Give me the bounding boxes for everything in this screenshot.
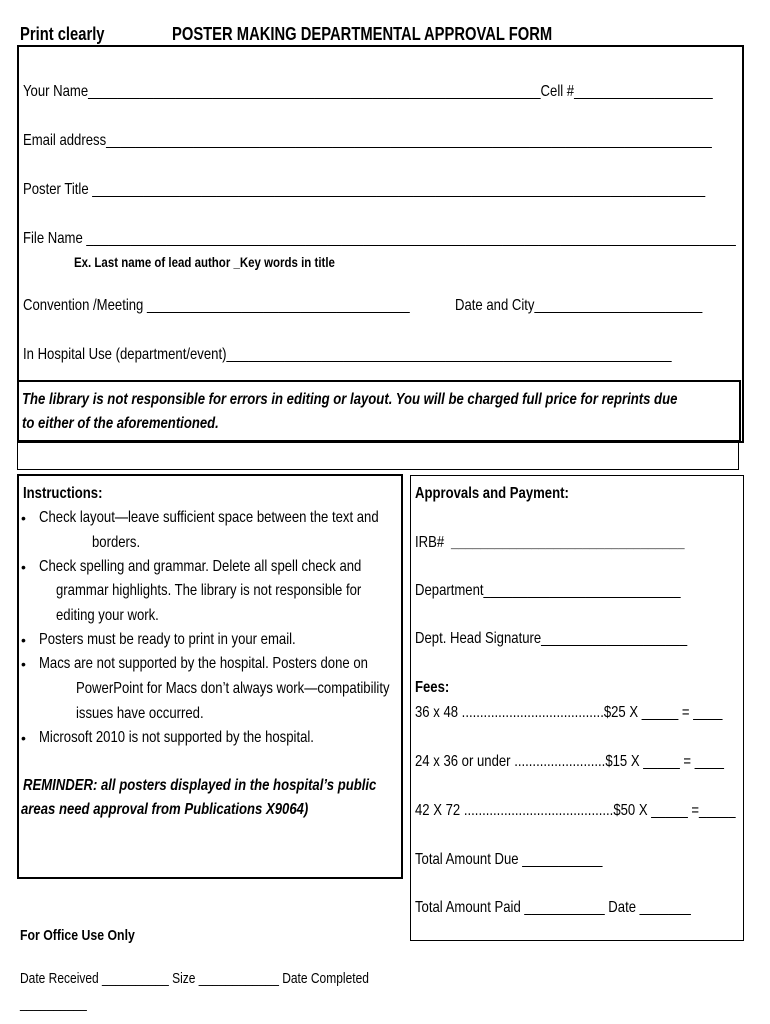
disclaimer-line1: The library is not responsible for errors in editing or layout. You will be charged full price for reprints due (22, 391, 678, 408)
office-use-line2[interactable]: __________ (20, 995, 87, 1012)
date-city-field[interactable]: Date and City_______________________ (455, 297, 703, 314)
instruction-item: Posters must be ready to print in your email. (39, 631, 296, 648)
department-field[interactable]: Department___________________________ (415, 582, 681, 599)
instruction-item-cont: editing your work. (56, 607, 159, 624)
instruction-item: Check spelling and grammar. Delete all spell check and (39, 558, 362, 575)
instructions-heading: Instructions: (23, 485, 103, 502)
office-use-line1[interactable]: Date Received __________ Size ____________ Date Completed (20, 970, 369, 987)
file-name-example: Ex. Last name of lead author _Key words in title (74, 254, 335, 270)
reminder-line1: REMINDER: all posters displayed in the hospital’s public (23, 777, 377, 794)
spacer-box (17, 440, 739, 470)
file-name-field[interactable]: File Name _________________________________________________________________________________________ (23, 230, 736, 247)
fee-row-36x48[interactable]: 36 x 48 .......................................$25 X _____ = ____ (415, 704, 723, 721)
irb-input[interactable]: ________________________________ (451, 534, 685, 551)
reminder-line2: areas need approval from Publications X9064) (21, 801, 309, 818)
total-amount-due-field[interactable]: Total Amount Due ___________ (415, 851, 603, 868)
office-use-heading: For Office Use Only (20, 927, 135, 944)
email-field[interactable]: Email address___________________________________________________________________________________ (23, 132, 712, 149)
instruction-item-cont: PowerPoint for Macs don’t always work—compatibility (76, 680, 390, 697)
disclaimer-line2: to either of the aforementioned. (22, 415, 219, 432)
fee-row-24x36[interactable]: 24 x 36 or under .........................$15 X _____ = ____ (415, 753, 724, 770)
irb-label: IRB# (415, 534, 445, 551)
dept-head-signature-field[interactable]: Dept. Head Signature____________________ (415, 630, 688, 647)
instruction-item: Check layout—leave sufficient space between the text and (39, 509, 379, 526)
convention-field[interactable]: Convention /Meeting ____________________________________ (23, 297, 410, 314)
print-clearly-label: Print clearly (20, 24, 105, 44)
form-title: POSTER MAKING DEPARTMENTAL APPROVAL FORM (172, 24, 553, 44)
bullet-icon: • (21, 510, 26, 526)
bullet-icon: • (21, 730, 26, 746)
bullet-icon: • (21, 632, 26, 648)
hospital-use-field[interactable]: In Hospital Use (department/event)_____________________________________________________________ (23, 346, 672, 363)
approvals-heading: Approvals and Payment: (415, 485, 569, 502)
instruction-item-cont: borders. (92, 534, 141, 551)
bullet-icon: • (21, 559, 26, 575)
instruction-item: Microsoft 2010 is not supported by the hospital. (39, 729, 314, 746)
total-amount-paid-field[interactable]: Total Amount Paid ___________ Date _______ (415, 899, 691, 916)
fees-heading: Fees: (415, 679, 450, 696)
instruction-item-cont: grammar highlights. The library is not responsible for (56, 582, 362, 599)
bullet-icon: • (21, 656, 26, 672)
instruction-item: Macs are not supported by the hospital. Posters done on (39, 655, 368, 672)
fee-row-42x72[interactable]: 42 X 72 .........................................$50 X _____ =_____ (415, 802, 736, 819)
your-name-field[interactable]: Your Name______________________________________________________________Cell #___________________ (23, 83, 713, 100)
instruction-item-cont: issues have occurred. (76, 705, 204, 722)
poster-title-field[interactable]: Poster Title ____________________________________________________________________________________ (23, 181, 706, 198)
